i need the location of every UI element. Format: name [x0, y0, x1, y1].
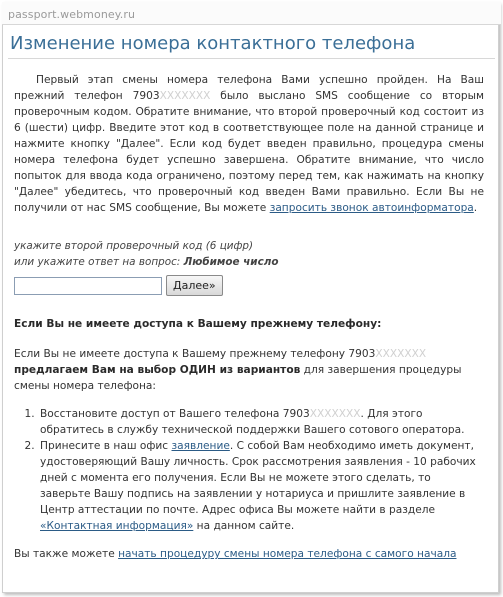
- restart-paragraph: [14, 546, 484, 562]
- option-item-2: [38, 438, 484, 534]
- request-call-link[interactable]: запросить звонок автоинформатора: [269, 202, 474, 214]
- contact-info-link[interactable]: «Контактная информация»: [40, 520, 194, 532]
- option-1-suffix: . Для этого обратитесь в службу технической поддержки Вашего сотового оператора.: [40, 408, 465, 436]
- intro-end: .: [473, 202, 478, 214]
- intro-text-1: Первый этап смены номера телефона Вами успешно пройден. На Ваш прежний телефон 7903: [14, 74, 484, 102]
- intro-paragraph: [14, 72, 484, 216]
- options-list: [14, 406, 484, 534]
- intro-text-2: было выслано SMS сообщение со вторым проверочным кодом. Обратите внимание, что второй проверочный код состоит из 6 (шести) цифр. Введите этот код в соответствующее поле на данной странице и нажмите кнопку "Далее". Если код будет введен правильно, процедура смены номера телефона будет успешно завершена. Обратите внимание, что число попыток для ввода кода ограничено, поэтому перед тем, как нажимать на кнопку "Далее" убедитесь, что проверочный код введен Вами правильно. Если Вы не получили от нас SMS сообщение, Вы можете: [14, 90, 484, 214]
- option-2-text: . С собой Вам необходимо иметь документ, удостоверяющий Вашу личность. Срок рассмотрения заявления - 10 рабочих дней с момента его получения. Если Вы не можете этого сделать, то заверьте Вашу подпись на заявлении у нотариуса и пришлите заявление в Центр аттестации по почте. Адрес офиса Вы можете найти в разделе: [40, 440, 476, 516]
- masked-phone-digits-2: XXXXXXX: [375, 348, 427, 360]
- code-form-row: [14, 275, 484, 296]
- code-input[interactable]: [14, 277, 162, 295]
- next-button[interactable]: Далее»: [166, 275, 223, 296]
- code-form: [14, 238, 484, 296]
- site-header: [2, 2, 501, 25]
- option-item-1: [38, 406, 484, 438]
- page-title: Изменение номера контактного телефона: [10, 33, 416, 54]
- application-link[interactable]: заявление: [171, 440, 230, 452]
- option-2-prefix: Принесите в наш офис: [40, 440, 172, 452]
- title-divider: [8, 58, 495, 59]
- code-hint: [14, 238, 484, 254]
- main-content: [14, 72, 484, 562]
- code-hint-text: укажите второй проверочный код (6 цифр): [14, 240, 254, 252]
- no-access-heading: Если Вы не имеете доступа к Вашему прежнему телефону:: [14, 318, 382, 330]
- option-2-suffix: на данном сайте.: [193, 520, 295, 532]
- no-access-suffix: для завершения процедуры смены номера телефона:: [14, 364, 462, 392]
- site-domain: passport.webmoney.ru: [8, 8, 136, 21]
- question-hint-prefix: или укажите ответ на вопрос:: [14, 256, 184, 268]
- no-access-paragraph: [14, 346, 484, 394]
- no-access-text: Если Вы не имеете доступа к Вашему прежнему телефону 7903: [14, 348, 376, 360]
- question-hint: [14, 254, 484, 270]
- no-access-bold: предлагаем Вам на выбор ОДИН из вариантов: [14, 364, 301, 376]
- restart-link[interactable]: начать процедуру смены номера телефона с самого начала: [118, 548, 457, 560]
- question-hint-answer: Любимое число: [183, 256, 279, 268]
- option-1-text: Восстановите доступ от Вашего телефона 7903: [40, 408, 310, 420]
- restart-prefix: Вы также можете: [14, 548, 119, 560]
- masked-phone-digits: XXXXXXX: [159, 90, 211, 102]
- masked-phone-digits-3: XXXXXXX: [309, 408, 361, 420]
